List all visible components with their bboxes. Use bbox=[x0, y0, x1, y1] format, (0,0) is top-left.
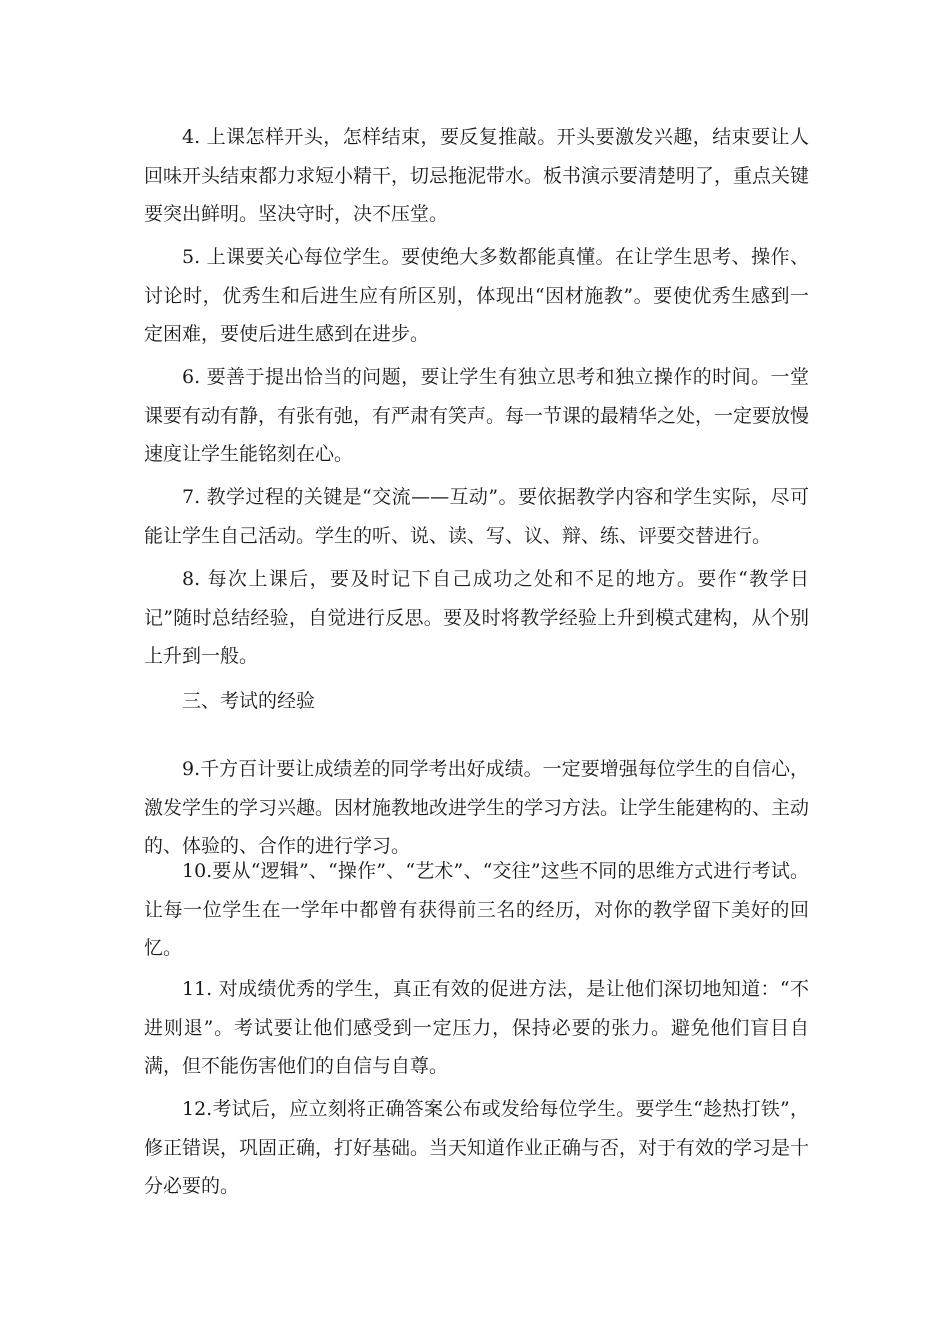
section-heading: 三、考试的经验 bbox=[182, 690, 316, 712]
paragraph-7: 7. 教学过程的关键是“交流——互动”。要依据教学内容和学生实际，尽可能让学生自己活动。学生的听、说、读、写、议、辩、练、评要交替进行。 bbox=[144, 486, 809, 547]
paragraph-10: 10.要从“逻辑”、“操作”、“艺术”、“交往”这些不同的思维方式进行考试。让每一位学生在一学年中都曾有获得前三名的经历，对你的教学留下美好的回忆。 bbox=[144, 860, 809, 959]
paragraph-11: 11. 对成绩优秀的学生，真正有效的促进方法，是让他们深切地知道：“不进则退”。考试要让他们感受到一定压力，保持必要的张力。避免他们盲目自满，但不能伤害他们的自信与自尊。 bbox=[144, 978, 809, 1077]
paragraph-5: 5. 上课要关心每位学生。要使绝大多数都能真懂。在让学生思考、操作、讨论时，优秀生和后进生应有所区别，体现出“因材施教”。要使优秀生感到一定困难，要使后进生感到在进步。 bbox=[144, 246, 809, 345]
paragraph-8: 8. 每次上课后，要及时记下自己成功之处和不足的地方。要作“教学日记”随时总结经验，自觉进行反思。要及时将教学经验上升到模式建构，从个别上升到一般。 bbox=[144, 568, 809, 667]
paragraph-6: 6. 要善于提出恰当的问题，要让学生有独立思考和独立操作的时间。一堂课要有动有静，有张有弛，有严肃有笑声。每一节课的最精华之处，一定要放慢速度让学生能铭刻在心。 bbox=[144, 366, 810, 465]
paragraph-4: 4. 上课怎样开头，怎样结束，要反复推敲。开头要激发兴趣，结束要让人回味开头结束都力求短小精干，切忌拖泥带水。板书演示要清楚明了，重点关键要突出鲜明。坚决守时，决不压堂。 bbox=[144, 126, 810, 225]
paragraph-9: 9.千方百计要让成绩差的同学考出好成绩。一定要增强每位学生的自信心，激发学生的学习兴趣。因材施教地改进学生的学习方法。让学生能建构的、主动的、体验的、合作的进行学习。 bbox=[144, 758, 810, 857]
paragraph-12: 12.考试后，应立刻将正确答案公布或发给每位学生。要学生“趁热打铁”，修正错误，巩固正确，打好基础。当天知道作业正确与否，对于有效的学习是十分必要的。 bbox=[144, 1098, 810, 1197]
